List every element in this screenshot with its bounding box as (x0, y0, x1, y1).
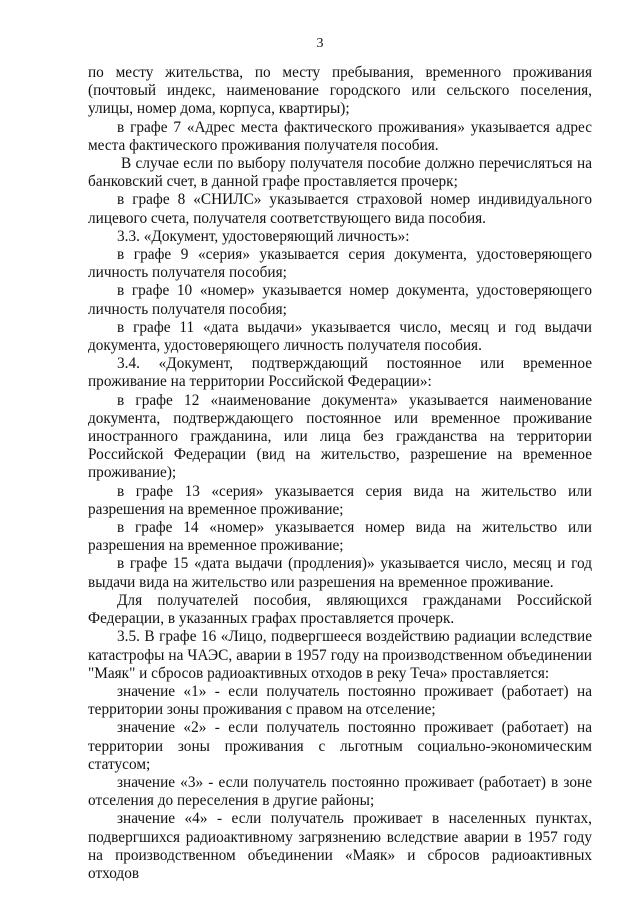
paragraph: по месту жительства, по месту пребывания, временного проживания (почтовый индекс, наименование городского или сельского поселения, улицы, номер дома, корпуса, квартиры); (88, 64, 592, 118)
paragraph: значение «2» - если получатель постоянно проживает (работает) на территории зоны проживания с льготным социально-экономическим статусом; (88, 719, 592, 773)
paragraph: значение «3» - если получатель постоянно проживает (работает) в зоне отселения до переселения в другие районы; (88, 773, 592, 810)
paragraph: в графе 13 «серия» указывается серия вида на жительство или разрешения на временное проживание; (88, 482, 592, 518)
paragraph: значение «1» - если получатель постоянно проживает (работает) на территории зоны проживания с правом на отселение; (88, 682, 592, 719)
paragraph: в графе 14 «номер» указывается номер вида на жительство или разрешения на временное проживание; (88, 519, 592, 555)
paragraph: значение «4» - если получатель проживает в населенных пунктах, подвергшихся радиоактивному загрязнению вследствие аварии в 1957 году на производственном объединении «Маяк» и сбросов радиоактивных отходов (88, 810, 592, 882)
paragraph: в графе 12 «наименование документа» указывается наименование документа, подтверждающего постоянное или временное проживание иностранного гражданина, или лица без гражданства на территории Российской Федерации (вид на жительство, разрешение на временное проживание); (88, 391, 592, 482)
paragraph: В случае если по выбору получателя пособие должно перечисляться на банковский счет, в данной графе проставляется прочерк; (88, 155, 592, 191)
paragraph: в графе 11 «дата выдачи» указывается число, месяц и год выдачи документа, удостоверяющего личность получателя пособия. (88, 318, 592, 355)
section-heading: 3.5. В графе 16 «Лицо, подвергшееся воздействию радиации вследствие катастрофы на ЧАЭС, аварии в 1957 году на производственном объединении "Маяк" и сбросов радиоактивных отходов в реку Теча» проставляется: (88, 628, 592, 682)
paragraph: в графе 15 «дата выдачи (продления)» указывается число, месяц и год выдачи вида на жительство или разрешения на временное проживание. (88, 555, 592, 591)
paragraph: в графе 10 «номер» указывается номер документа, удостоверяющего личность получателя пособия; (88, 282, 592, 318)
paragraph: в графе 8 «СНИЛС» указывается страховой номер индивидуального лицевого счета, получателя соответствующего вида пособия. (88, 191, 592, 227)
paragraph: Для получателей пособия, являющихся гражданами Российской Федерации, в указанных графах проставляется прочерк. (88, 591, 592, 628)
section-heading: 3.3. «Документ, удостоверяющий личность»: (117, 227, 410, 245)
section-heading: 3.4. «Документ, подтверждающий постоянное или временное проживание на территории Российской Федерации»: (88, 355, 592, 391)
paragraph: в графе 9 «серия» указывается серия документа, удостоверяющего личность получателя пособия; (88, 246, 592, 282)
paragraph: в графе 7 «Адрес места фактического проживания» указывается адрес места фактического проживания получателя пособия. (88, 118, 592, 154)
page-number: 3 (316, 36, 324, 51)
document-body (88, 64, 592, 883)
